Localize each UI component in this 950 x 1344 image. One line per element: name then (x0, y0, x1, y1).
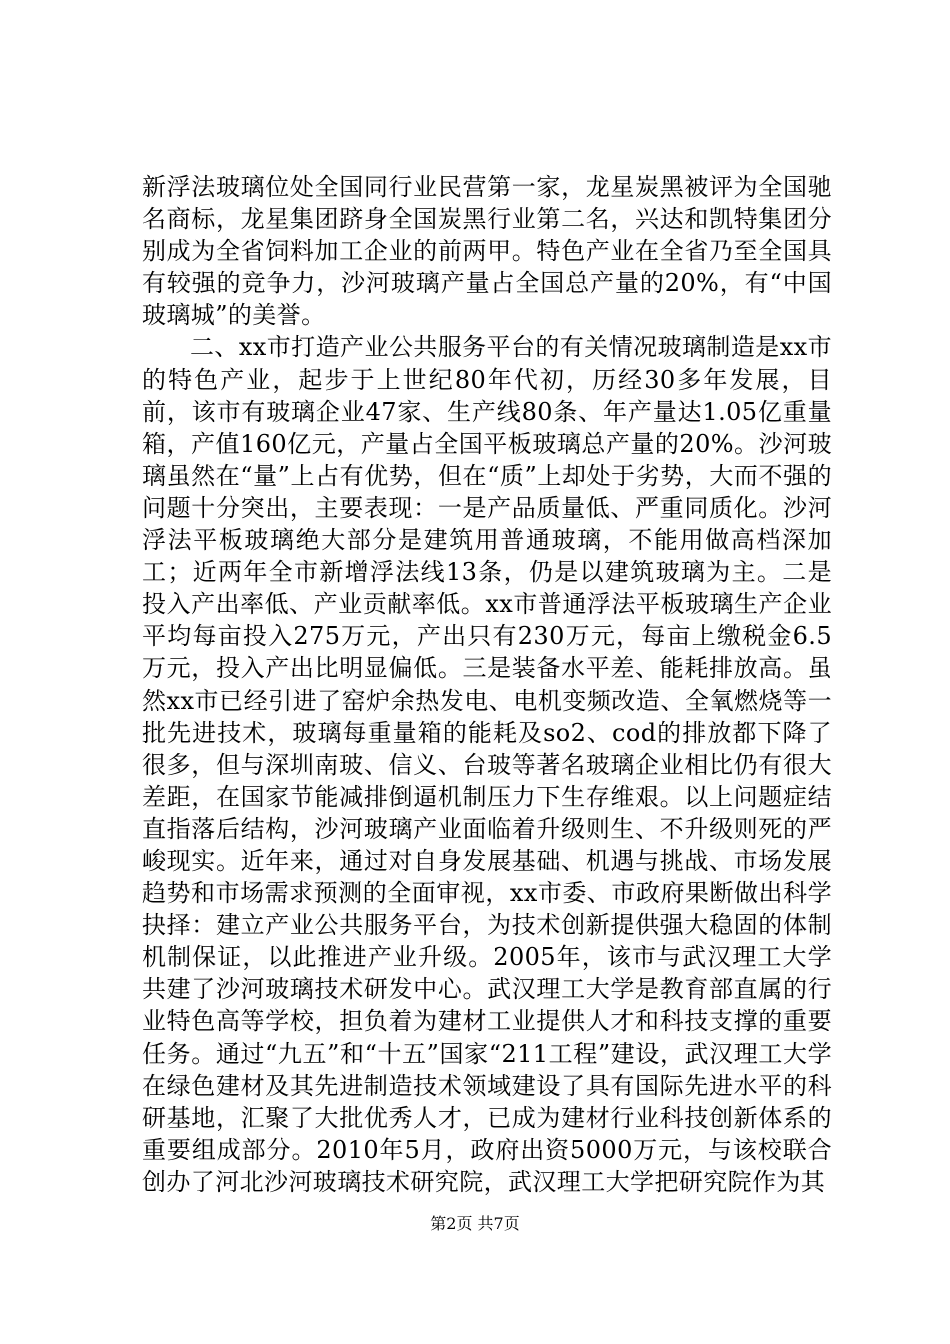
paragraph-continued: 新浮法玻璃位处全国同行业民营第一家，龙星炭黑被评为全国驰名商标，龙星集团跻身全国炭黑行业第二名，兴达和凯特集团分别成为全省饲料加工企业的前两甲。特色产业在全省乃至全国具有较强的竞争力，沙河玻璃产量占全国总产量的20%，有“中国玻璃城”的美誉。 (142, 173, 832, 330)
paragraph-section-two: 二、xx市打造产业公共服务平台的有关情况玻璃制造是xx市的特色产业，起步于上世纪80年代初，历经30多年发展，目前，该市有玻璃企业47家、生产线80条、年产量达1.05亿重量箱，产值160亿元，产量占全国平板玻璃总产量的20%。沙河玻璃虽然在“量”上占有优势，但在“质”上却处于劣势，大而不强的问题十分突出，主要表现：一是产品质量低、严重同质化。沙河浮法平板玻璃绝大部分是建筑用普通玻璃，不能用做高档深加工；近两年全市新增浮法线13条，仍是以建筑玻璃为主。二是投入产出率低、产业贡献率低。xx市普通浮法平板玻璃生产企业平均每亩投入275万元，产出只有230万元，每亩上缴税金6.5万元，投入产出比明显偏低。三是装备水平差、能耗排放高。虽然xx市已经引进了窑炉余热发电、电机变频改造、全氧燃烧等一批先进技术，玻璃每重量箱的能耗及so2、cod的排放都下降了很多，但与深圳南玻、信义、台玻等著名玻璃企业相比仍有很大差距，在国家节能减排倒逼机制压力下生存维艰。以上问题症结直指落后结构，沙河玻璃产业面临着升级则生、不升级则死的严峻现实。近年来，通过对自身发展基础、机遇与挑战、市场发展趋势和市场需求预测的全面审视，xx市委、市政府果断做出科学抉择：建立产业公共服务平台，为技术创新提供强大稳固的体制机制保证，以此推进产业升级。2005年，该市与武汉理工大学共建了沙河玻璃技术研发中心。武汉理工大学是教育部直属的行业特色高等学校，担负着为建材工业提供人才和科技支撑的重要任务。通过“九五”和“十五”国家“211工程”建设，武汉理工大学在绿色建材及其先进制造技术领域建设了具有国际先进水平的科研基地，汇聚了大批优秀人才，已成为建材行业科技创新体系的重要组成部分。2010年5月，政府出资5000万元，与该校联合创办了河北沙河玻璃技术研究院，武汉理工大学把研究院作为其 (142, 333, 832, 1196)
page-footer: 第2页 共7页 (430, 1214, 520, 1233)
document-body (142, 171, 832, 1198)
